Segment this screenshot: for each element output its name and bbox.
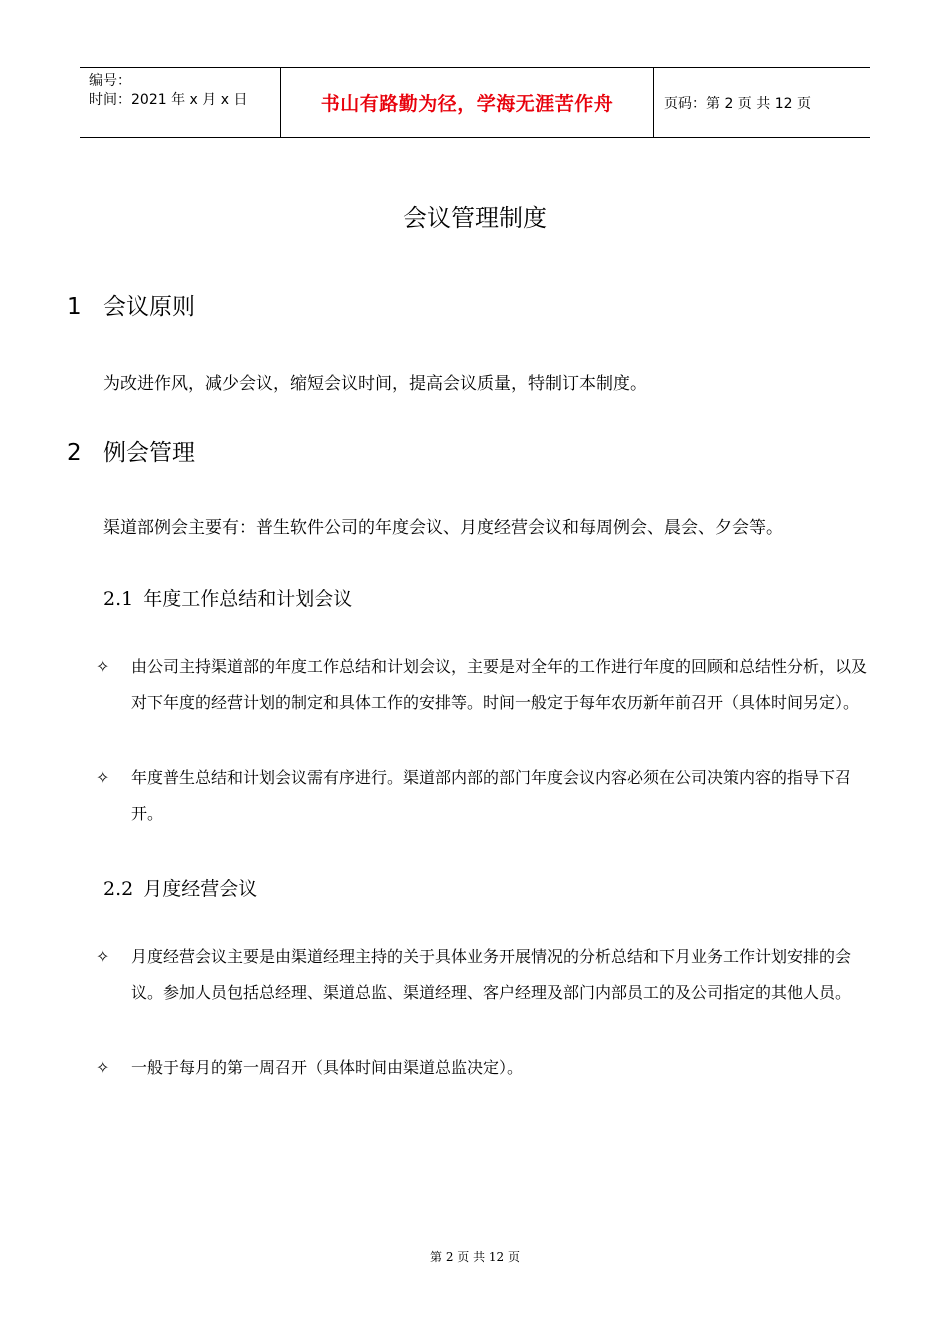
time-label: 时间：2021 年 x 月 x 日 [89,92,248,108]
list-item-text: 月度经营会议主要是由渠道经理主持的关于具体业务开展情况的分析总结和下月业务工作计划安排的会议。参加人员包括总经理、渠道总监、渠道经理、客户经理及部门内部员工的及公司指定的其他人员。 [131,947,852,1002]
diamond-outline-icon: ✧ [96,768,110,787]
list-item-text: 由公司主持渠道部的年度工作总结和计划会议，主要是对全年的工作进行年度的回顾和总结性分析，以及对下年度的经营计划的制定和具体工作的安排等。时间一般定于每年农历新年前召开（具体时间另定）。 [131,657,868,712]
section-heading-1 [67,288,195,321]
diamond-outline-icon: ✧ [96,1058,110,1077]
page-code: 页码：第 2 页 共 12 页 [664,95,811,112]
subsection-title: 月度经营会议 [143,878,258,900]
header-middle-cell [281,68,654,137]
diamond-outline-icon: ✧ [96,947,110,966]
section-heading-2 [67,434,195,467]
header-right-cell [654,68,870,137]
subsection-heading-2-2 [103,874,257,901]
subsection-number: 2.2 [103,878,134,900]
subsection-heading-2-1 [103,584,352,611]
section-1-paragraph: 为改进作风，减少会议，缩短会议时间，提高会议质量，特制订本制度。 [103,374,647,394]
header-left-cell [80,68,281,137]
list-item-text: 一般于每月的第一周召开（具体时间由渠道总监决定）。 [131,1058,524,1077]
page-footer: 第 2 页 共 12 页 [430,1250,520,1264]
subsection-title: 年度工作总结和计划会议 [143,588,353,610]
diamond-outline-icon: ✧ [96,657,110,676]
list-item [96,1050,886,1086]
section-title: 会议原则 [103,294,195,320]
document-title: 会议管理制度 [403,204,547,232]
list-item [96,760,886,832]
section-title: 例会管理 [103,440,195,466]
list-item [96,939,886,1011]
list-item-text: 年度普生总结和计划会议需有序进行。渠道部内部的部门年度会议内容必须在公司决策内容的指导下召开。 [131,768,852,823]
list-item [96,649,886,721]
page-header [80,67,870,138]
section-number: 2 [67,440,82,466]
section-2-paragraph: 渠道部例会主要有：普生软件公司的年度会议、月度经营会议和每周例会、晨会、夕会等。 [103,518,783,538]
motto-text: 书山有路勤为径，学海无涯苦作舟 [320,93,614,115]
number-label: 编号： [89,73,131,89]
section-number: 1 [67,294,82,320]
subsection-number: 2.1 [103,588,134,610]
